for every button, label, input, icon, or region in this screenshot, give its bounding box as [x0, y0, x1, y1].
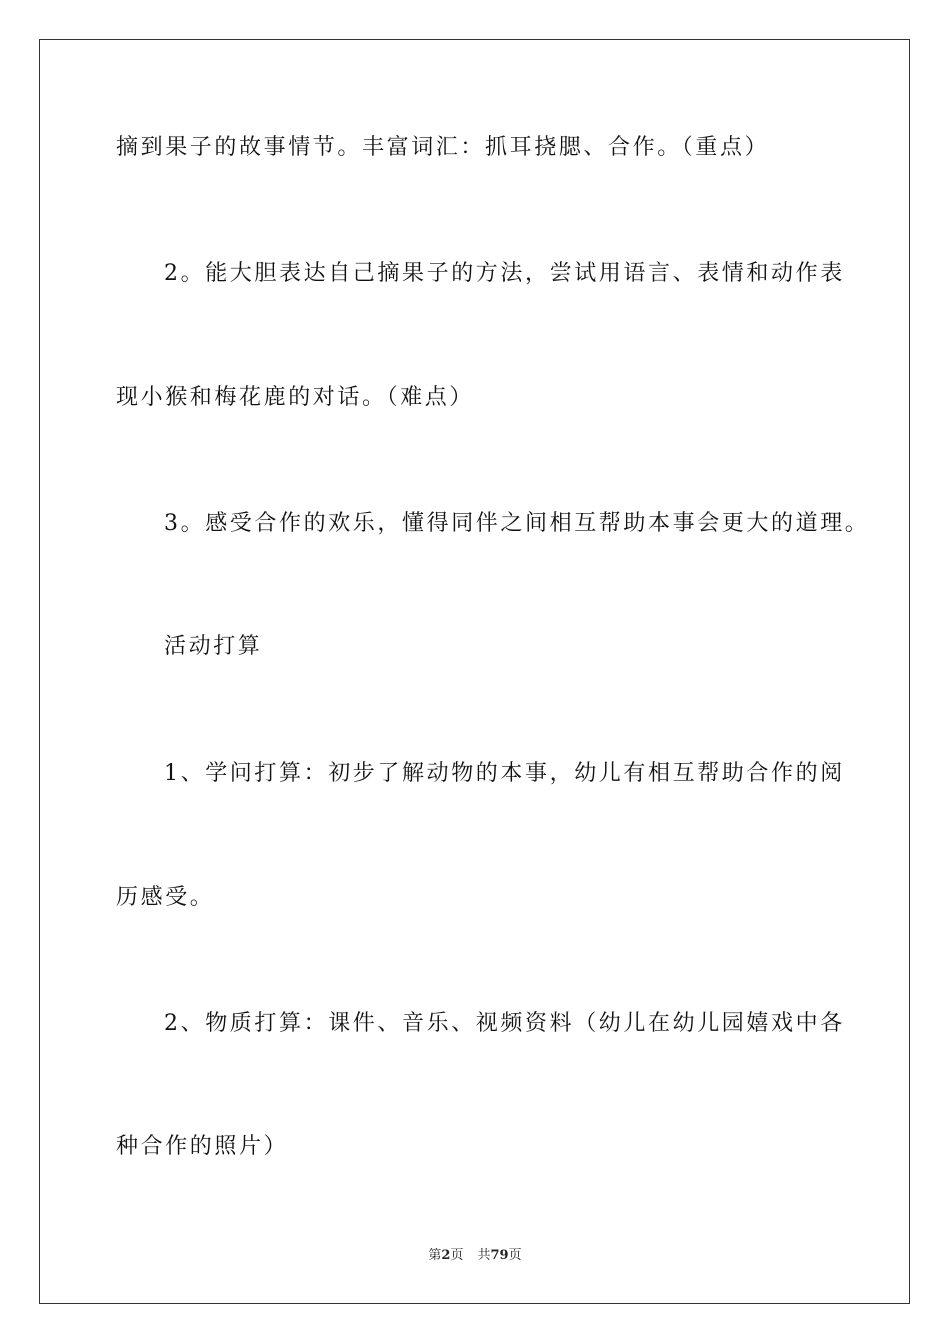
section-heading: 活动打算 [164, 634, 263, 659]
page-prefix: 第 [428, 1248, 442, 1263]
page-number: 2 [441, 1248, 451, 1263]
total-pages: 79 [490, 1248, 509, 1263]
total-prefix: 共 [477, 1248, 491, 1263]
body-line-1: 摘到果子的故事情节。丰富词汇：抓耳挠腮、合作。（重点） [116, 135, 770, 160]
body-line-2: 2。能大胆表达自己摘果子的方法，尝试用语言、表情和动作表 [164, 261, 845, 286]
page-footer [0, 1247, 950, 1265]
body-line-8: 2、物质打算：课件、音乐、视频资料（幼儿在幼儿园嬉戏中各 [164, 1011, 845, 1036]
body-line-6: 1、学问打算：初步了解动物的本事，幼儿有相互帮助合作的阅 [164, 761, 845, 786]
body-line-7: 历感受。 [116, 885, 215, 910]
page-suffix: 页 [450, 1248, 464, 1263]
body-line-4: 3。感受合作的欢乐，懂得同伴之间相互帮助本事会更大的道理。 [164, 511, 870, 536]
total-suffix: 页 [508, 1248, 522, 1263]
body-line-9: 种合作的照片） [116, 1134, 289, 1159]
body-line-3: 现小猴和梅花鹿的对话。（难点） [116, 385, 475, 410]
page-border [39, 39, 910, 1304]
